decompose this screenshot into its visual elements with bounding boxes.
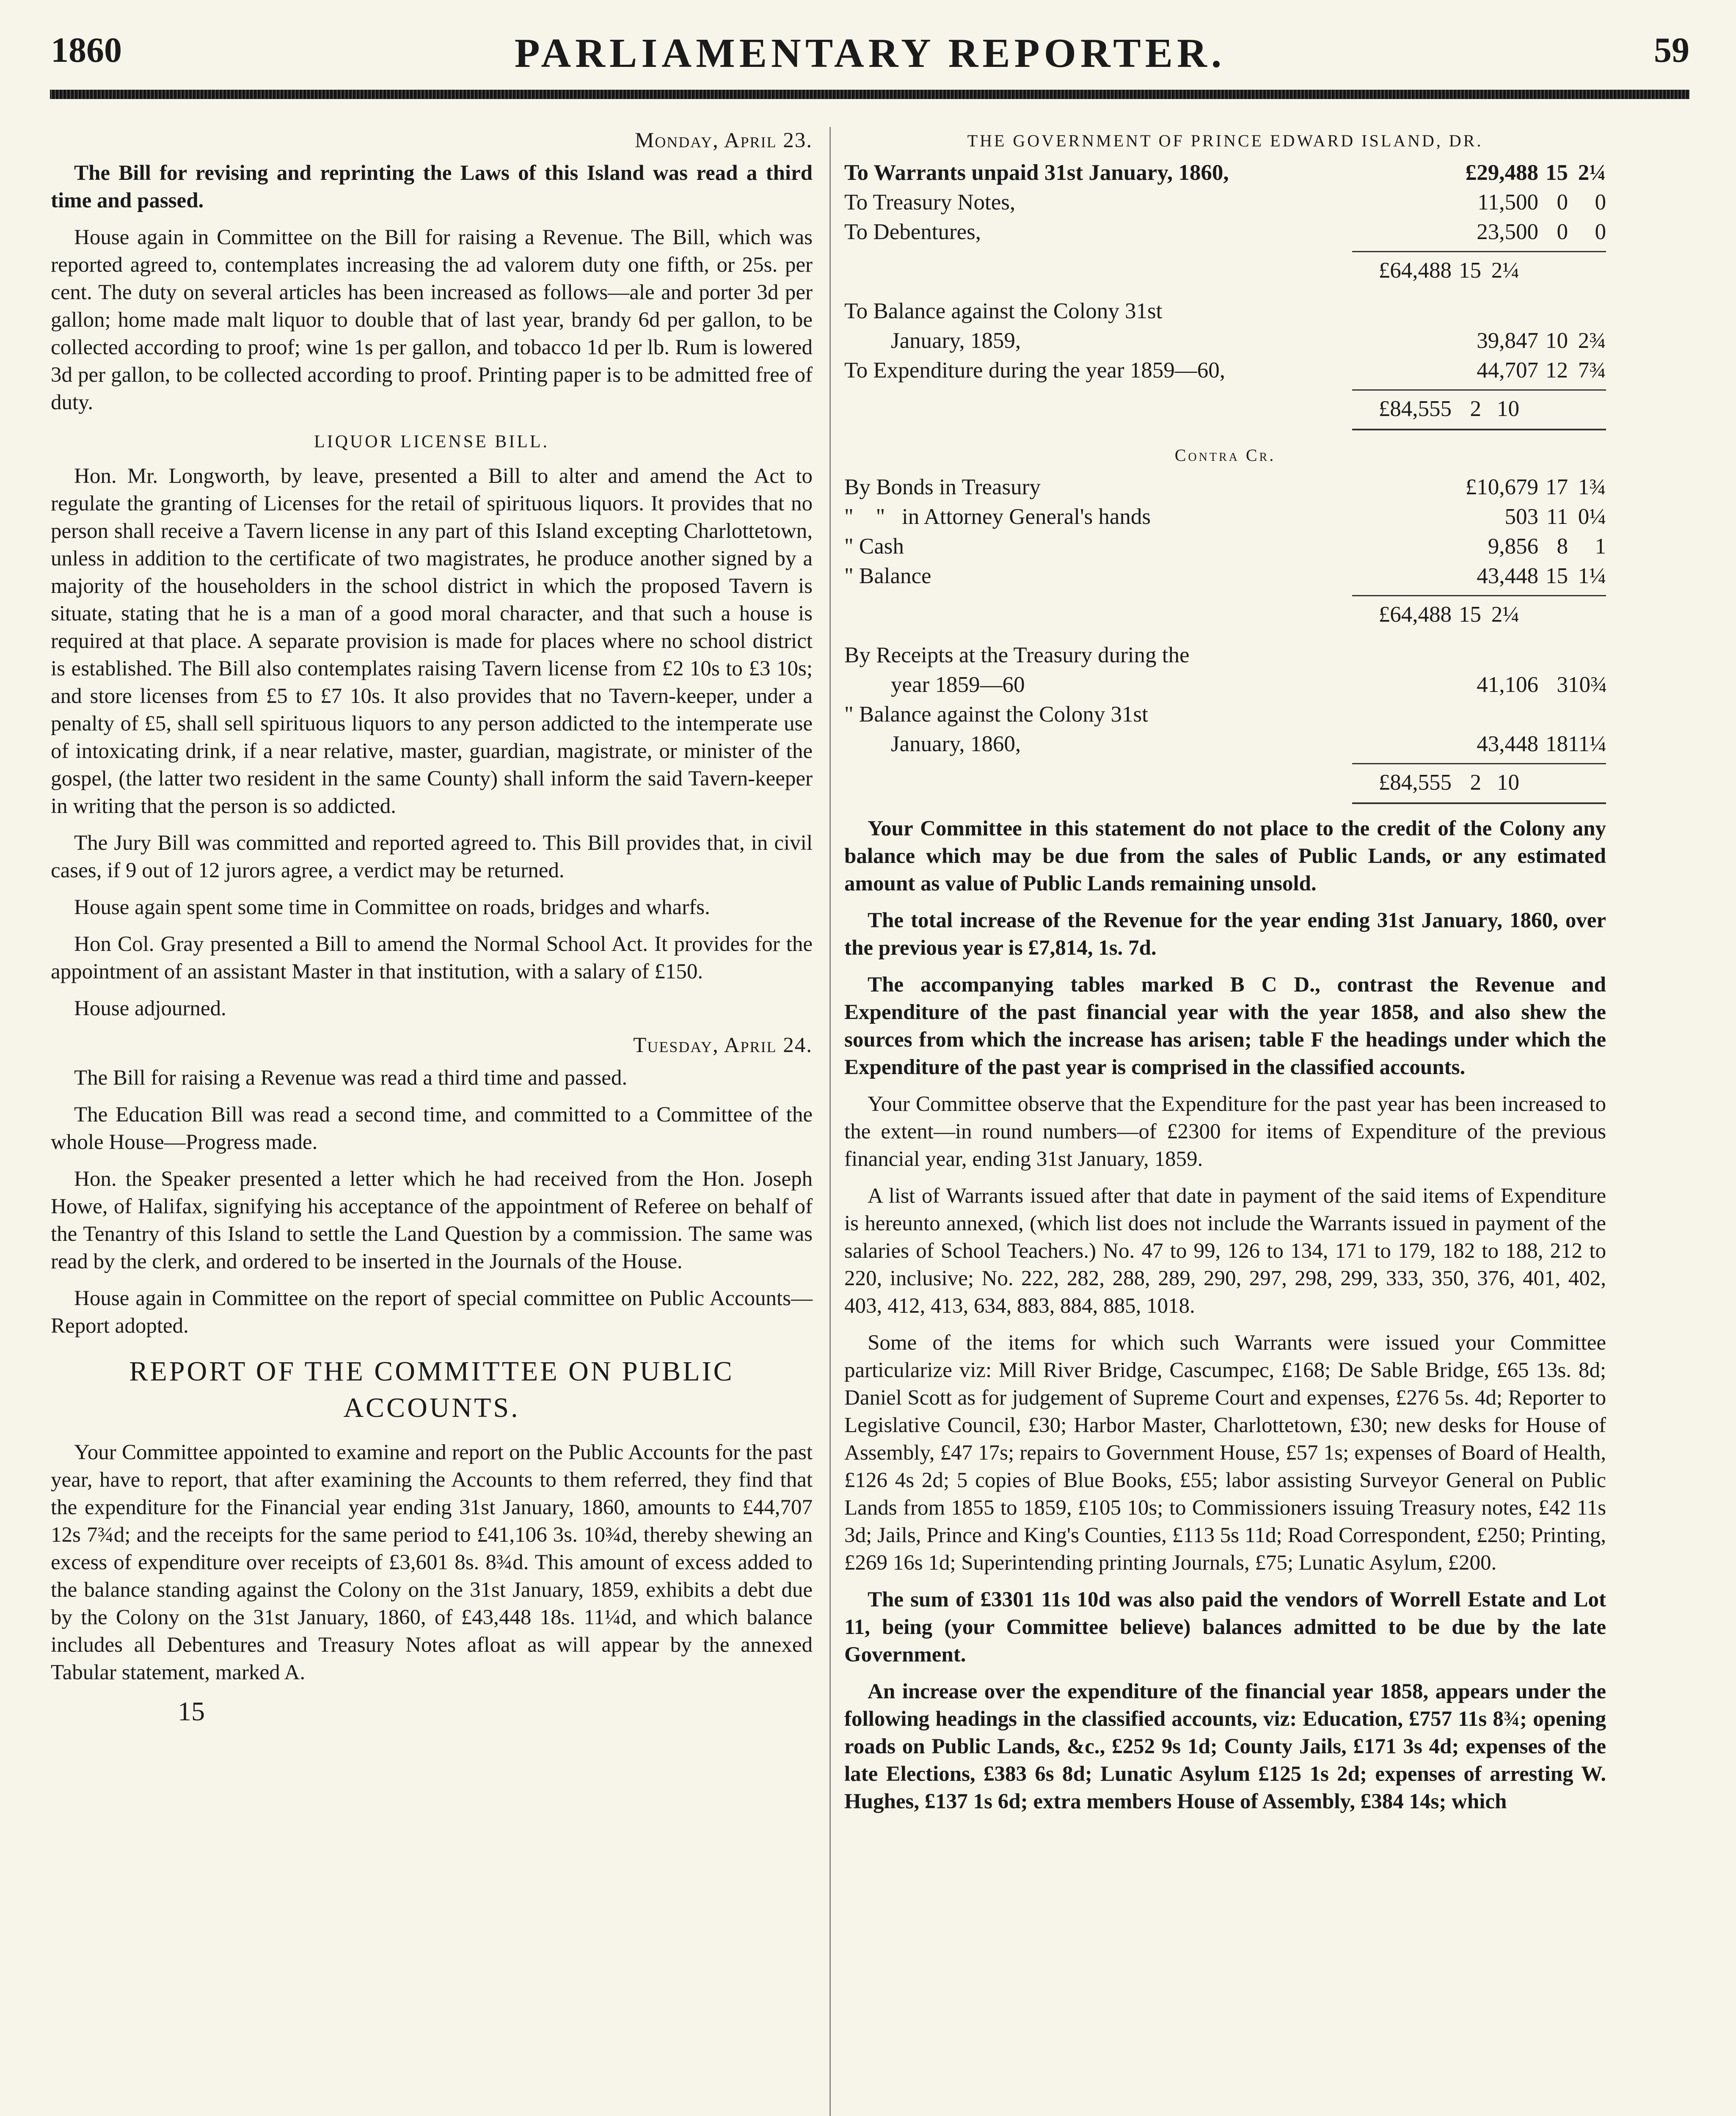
account-shillings: 12 xyxy=(1546,358,1568,383)
account-row xyxy=(844,532,1606,561)
account-dr-section xyxy=(844,158,1606,430)
paragraph: The Education Bill was read a second time, and committed to a Committee of the whole House—Progress made. xyxy=(51,1103,813,1154)
account-amount: 23,500 xyxy=(1477,220,1538,244)
account-amount: 503 xyxy=(1505,504,1538,529)
account-row xyxy=(844,355,1606,385)
account-label: To Warrants unpaid 31st January, 1860, xyxy=(844,160,1229,185)
account-shillings: 15 xyxy=(1546,160,1568,185)
page-header xyxy=(51,30,1689,93)
paragraph: House again in Committee on the report of special committee on Public Accounts—Report adopted. xyxy=(51,1287,813,1338)
account-total xyxy=(1352,595,1606,629)
account-pence: 2¼ xyxy=(1491,602,1519,627)
account-shillings: 2 xyxy=(1470,770,1481,795)
paragraph: Your Committee in this statement do not place to the credit of the Colony any balance which may be due from the sales of Public Lands, or any estimated amount as value of Public Lands remaining unsold. xyxy=(844,817,1606,895)
report-heading: REPORT OF THE COMMITTEE ON PUBLIC ACCOUNTS. xyxy=(129,1356,734,1423)
paragraph: A list of Warrants issued after that date in payment of the said items of Expenditure is hereunto annexed, (which list does not include the Warrants issued in payment of the salaries of School Teachers.) No. 47 to 99, 126 to 134, 171 to 179, 182 to 188, 212 to 220, inclusive; No. 222, 282, 288, 289, 290, 297, 298, 299, 333, 350, 376, 401, 402, 403, 412, 413, 634, 883, 884, 885, 1018. xyxy=(844,1184,1606,1318)
paragraph: An increase over the expenditure of the financial year 1858, appears under the following headings in the classified accounts, viz: Education, £757 11s 8¾; opening roads on Public Lands, &c., £252 9s 1d; County Jails, £171 3s 4d; expenses of the late Elections, £383 6s 8d; Lunatic Asylum £125 1s 2d; expenses of arresting W. Hughes, £137 1s 6d; extra members House of Assembly, £384 14s; which xyxy=(844,1680,1606,1813)
account-row xyxy=(844,217,1606,247)
header-page-number: 59 xyxy=(1654,30,1689,70)
paragraph: The accompanying tables marked B C D., contrast the Revenue and Expenditure of the past financial year with the year 1858, and also shew the sources from which the increase has arisen; table F the headings under which the Expenditure of the past year is comprised in the classified accounts. xyxy=(844,973,1606,1079)
header-year: 1860 xyxy=(51,30,122,70)
account-amount: 44,707 xyxy=(1477,358,1538,383)
header-title: PARLIAMENTARY REPORTER. xyxy=(514,30,1226,76)
paragraph: Some of the items for which such Warrants were issued your Committee particularize viz: Mill River Bridge, Cascumpec, £168; De Sable Bridge, £65 13s. 8d; Daniel Scott as for judgement of Supreme Court and expenses, £276 5s. 4d; Reporter to Legislative Council, £30; Harbor Master, Charlottetown, £30; new desks for House of Assembly, £47 17s; repairs to Government House, £57 1s; expenses of Board of Health, £126 4s 2d; 5 copies of Blue Books, £55; labor assisting Surveyor General on Public Lands from 1855 to 1859, £105 10s; to Commissioners issuing Treasury notes, £42 11s 3d; Jails, Prince and King's Counties, £113 5s 11d; Road Correspondent, £250; Printing, £269 16s 1d; Superintending printing Journals, £75; Lunatic Asylum, £200. xyxy=(844,1331,1606,1575)
account-amount: £84,555 xyxy=(1378,770,1452,795)
paragraph: The Bill for revising and reprinting the Laws of this Island was read a third time and passed. xyxy=(51,161,813,212)
account-title: THE GOVERNMENT OF PRINCE EDWARD ISLAND, DR. xyxy=(967,131,1483,150)
paragraph: House again spent some time in Committee on roads, bridges and wharfs. xyxy=(74,895,710,919)
account-shillings: 18 xyxy=(1546,732,1568,756)
account-shillings: 15 xyxy=(1459,602,1481,627)
right-column xyxy=(844,127,1606,1825)
paragraph: The Jury Bill was committed and reported agreed to. This Bill provides that, in civil cases, if 9 out of 12 jurors agree, a verdict may be returned. xyxy=(51,831,813,882)
paragraph: House adjourned. xyxy=(74,997,226,1020)
account-row xyxy=(844,640,1606,700)
account-amount: £64,488 xyxy=(1378,258,1452,283)
signature-number: 15 xyxy=(178,1696,205,1726)
account-label: " Balance against the Colony 31st January, 1860, xyxy=(844,702,1148,756)
contra-heading: Contra Cr. xyxy=(1174,446,1276,465)
account-label: " " in Attorney General's hands xyxy=(844,504,1151,529)
account-shillings: 10 xyxy=(1546,328,1568,353)
paragraph: Your Committee observe that the Expenditure for the past year has been increased to the extent—in round numbers—of £2300 for items of Expenditure of the previous financial year, ending 31st January, 1859. xyxy=(844,1092,1606,1171)
account-label: " Balance xyxy=(844,564,931,588)
account-label: To Debentures, xyxy=(844,220,981,244)
account-amount: 43,448 xyxy=(1477,564,1538,588)
account-pence: 0¼ xyxy=(1578,504,1606,529)
column-divider xyxy=(829,127,831,2116)
account-pence: 2¼ xyxy=(1491,258,1519,283)
account-pence: 0 xyxy=(1595,190,1606,215)
paragraph: Hon. Mr. Longworth, by leave, presented a Bill to alter and amend the Act to regulate the granting of Licenses for the retail of spirituous liquors. It provides that no person shall receive a Tavern license in any part of this Island excepting Charlottetown, unless in addition to the certificate of two magistrates, he produce another signed by a majority of the householders in the school district in which the proposed Tavern is situate, stating that he is a man of a good moral character, and that such a house is required at that place. A separate provision is made for places where no school district is established. The Bill also contemplates raising Tavern license from £2 10s to £3 10s; and store licenses from £5 to £7 10s. It also provides that no Tavern-keeper, under a penalty of £5, shall sell spirituous liquors to any person addicted to the intemperate use of intoxicating drink, if a near relative, master, guardian, magistrate, or minister of the gospel, (the latter two resident in the same County) shall inform the said Tavern-keeper in writing that the person is so addicted. xyxy=(51,464,813,818)
account-pence: 0 xyxy=(1595,220,1606,244)
account-shillings: 17 xyxy=(1546,475,1568,499)
account-label: By Bonds in Treasury xyxy=(844,475,1041,499)
account-shillings: 0 xyxy=(1557,220,1568,244)
account-cr-section xyxy=(844,472,1606,804)
account-pence: 10 xyxy=(1497,770,1519,795)
account-pence: 2¾ xyxy=(1578,328,1606,353)
account-pence: 1 xyxy=(1595,534,1606,559)
account-label: To Treasury Notes, xyxy=(844,190,1016,215)
account-pence: 11¼ xyxy=(1568,732,1606,756)
account-total xyxy=(1352,251,1606,285)
account-label: By Receipts at the Treasury during the year 1859—60 xyxy=(844,643,1190,697)
account-row xyxy=(844,561,1606,591)
account-shillings: 8 xyxy=(1557,534,1568,559)
account-label: To Balance against the Colony 31st January, 1859, xyxy=(844,299,1163,353)
section-heading: LIQUOR LICENSE BILL. xyxy=(314,432,550,452)
account-label: To Expenditure during the year 1859—60, xyxy=(844,358,1226,383)
account-amount: 39,847 xyxy=(1477,328,1538,353)
account-label: " Cash xyxy=(844,534,904,559)
account-amount: 11,500 xyxy=(1477,190,1538,215)
account-amount: £64,488 xyxy=(1378,602,1452,627)
account-amount: 43,448 xyxy=(1477,732,1538,756)
account-pence: 1¼ xyxy=(1578,564,1606,588)
account-pence: 10 xyxy=(1497,397,1519,421)
paragraph: Hon. the Speaker presented a letter which he had received from the Hon. Joseph Howe, of Halifax, signifying his acceptance of the appointment of Referee on behalf of the Tenantry of this Island to settle the Land Question by a commission. The same was read by the clerk, and ordered to be inserted in the Journals of the House. xyxy=(51,1167,813,1273)
account-amount: 41,106 xyxy=(1477,672,1538,697)
paragraph: Hon Col. Gray presented a Bill to amend the Normal School Act. It provides for the appointment of an assistant Master in that institution, with a salary of £150. xyxy=(51,932,813,984)
account-amount: £10,679 xyxy=(1465,475,1538,499)
paragraph: House again in Committee on the Bill for raising a Revenue. The Bill, which was reported agreed to, contemplates increasing the ad valorem duty one fifth, or 25s. per cent. The duty on several articles has been increased as follows—ale and porter 3d per gallon; home made malt liquor to double that of last year, brandy 6d per gallon, to be collected according to proof; wine 1s per gallon, and tobacco 1d per lb. Rum is lowered 3d per gallon, to be collected according to proof. Printing paper is to be admitted free of duty. xyxy=(51,226,813,414)
account-amount: £29,488 xyxy=(1465,160,1538,185)
paragraph: Your Committee appointed to examine and report on the Public Accounts for the past year, have to report, that after examining the Accounts to them referred, they find that the expenditure for the Financial year ending 31st January, 1860, amounts to £44,707 12s 7¾d; and the receipts for the same period to £41,106 3s. 10¾d, thereby shewing an excess of expenditure over receipts of £3,601 8s. 8¾d. This amount of excess added to the balance standing against the Colony on the 31st January, 1859, exhibits a debt due by the Colony on the 31st January, 1860, of £43,448 18s. 11¼d, and which balance includes all Debentures and Treasury Notes afloat as will appear by the annexed Tabular statement, marked A. xyxy=(51,1441,813,1684)
account-pence: 1¾ xyxy=(1578,475,1606,499)
left-column xyxy=(51,127,813,1725)
account-pence: 7¾ xyxy=(1578,358,1606,383)
account-pence: 10¾ xyxy=(1568,672,1607,697)
account-row xyxy=(844,158,1606,187)
account-total xyxy=(1352,389,1606,430)
date-tuesday: Tuesday, April 24. xyxy=(633,1033,813,1057)
account-shillings: 15 xyxy=(1459,258,1481,283)
account-shillings: 2 xyxy=(1470,397,1481,421)
account-shillings: 0 xyxy=(1557,190,1568,215)
account-row xyxy=(844,502,1606,532)
account-amount: 9,856 xyxy=(1488,534,1538,559)
account-pence: 2¼ xyxy=(1578,160,1606,185)
account-row xyxy=(844,700,1606,759)
account-shillings: 11 xyxy=(1546,504,1568,529)
paragraph: The sum of £3301 11s 10d was also paid the vendors of Worrell Estate and Lot 11, being (your Committee believe) balances admitted to be due by the late Government. xyxy=(844,1588,1606,1667)
date-monday: Monday, April 23. xyxy=(634,129,813,152)
account-amount: £84,555 xyxy=(1378,397,1452,421)
account-total xyxy=(1352,763,1606,804)
account-row xyxy=(844,472,1606,502)
paragraph: The Bill for raising a Revenue was read a third time and passed. xyxy=(74,1066,628,1090)
account-row xyxy=(844,187,1606,217)
account-shillings: 3 xyxy=(1557,672,1568,697)
account-row xyxy=(844,296,1606,355)
account-shillings: 15 xyxy=(1546,564,1568,588)
header-rule xyxy=(50,90,1689,99)
paragraph: The total increase of the Revenue for the year ending 31st January, 1860, over the previous year is £7,814, 1s. 7d. xyxy=(844,909,1606,960)
